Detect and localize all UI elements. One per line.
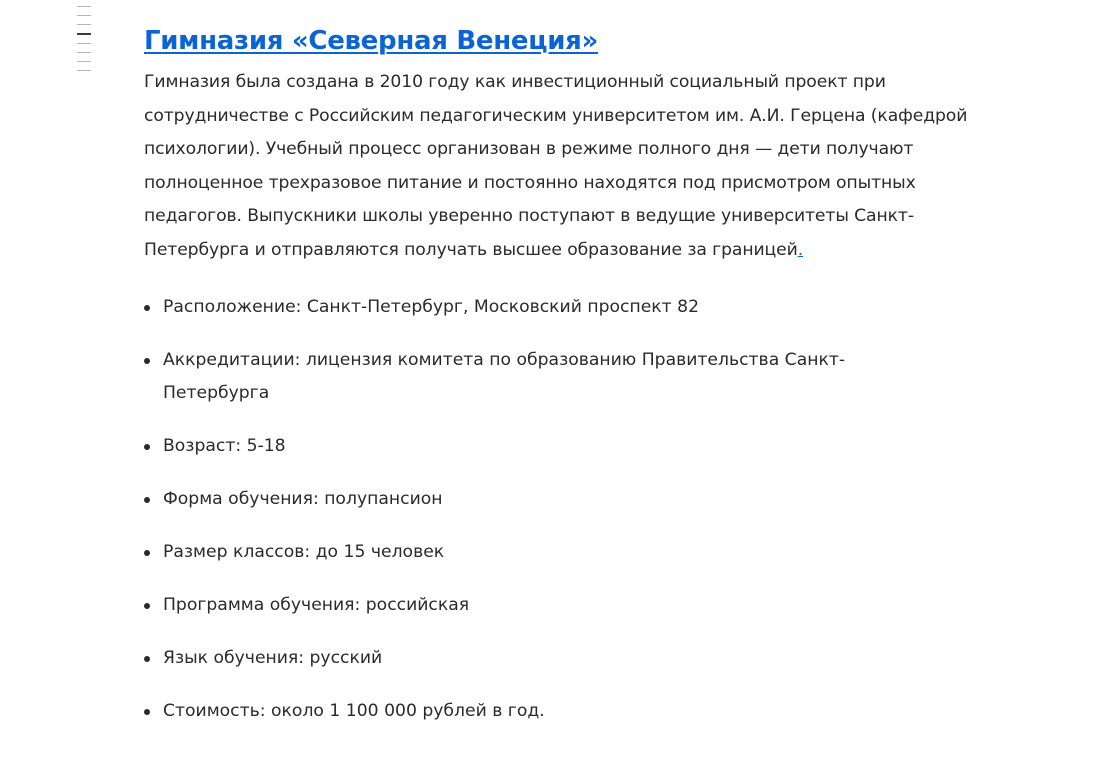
fact-accreditation: Аккредитации: лицензия комитета по образованию Правительства Санкт-Петербурга bbox=[144, 344, 903, 410]
school-title bbox=[144, 22, 974, 60]
toc-marker[interactable] bbox=[77, 6, 91, 7]
toc-marker[interactable] bbox=[77, 43, 91, 44]
toc-marker[interactable] bbox=[77, 61, 91, 62]
school-title-link[interactable]: Гимназия «Северная Венеция» bbox=[144, 26, 599, 56]
fact-study-form: Форма обучения: полупансион bbox=[144, 483, 903, 516]
fact-class-size: Размер классов: до 15 человек bbox=[144, 536, 903, 569]
toc-marker[interactable] bbox=[77, 15, 91, 16]
fact-cost: Стоимость: около 1 100 000 рублей в год. bbox=[144, 695, 903, 728]
fact-program: Программа обучения: российская bbox=[144, 589, 903, 622]
fact-location: Расположение: Санкт-Петербург, Московский проспект 82 bbox=[144, 291, 903, 324]
school-description bbox=[144, 66, 974, 267]
fact-age: Возраст: 5-18 bbox=[144, 430, 903, 463]
school-description-text: Гимназия была создана в 2010 году как инвестиционный социальный проект при сотрудничестве с Российским педагогическим университетом им. А.И. Герцена (кафедрой психологии). Учебный процесс организован в режиме полного дня — дети получают полноценное трехразовое питание и постоянно находятся под присмотром опытных педагогов. Выпускники школы уверенно поступают в ведущие университеты Санкт-Петербурга и отправляются получать высшее образование за границей bbox=[144, 72, 968, 260]
table-of-contents-rail[interactable] bbox=[77, 6, 91, 79]
toc-marker[interactable] bbox=[77, 24, 91, 25]
toc-marker[interactable] bbox=[77, 70, 91, 71]
toc-marker-active[interactable] bbox=[77, 33, 91, 35]
toc-marker[interactable] bbox=[77, 52, 91, 53]
fact-language: Язык обучения: русский bbox=[144, 642, 903, 675]
article-content bbox=[144, 22, 974, 748]
description-trailing-link[interactable]: . bbox=[797, 239, 804, 260]
school-facts-list bbox=[144, 291, 974, 728]
